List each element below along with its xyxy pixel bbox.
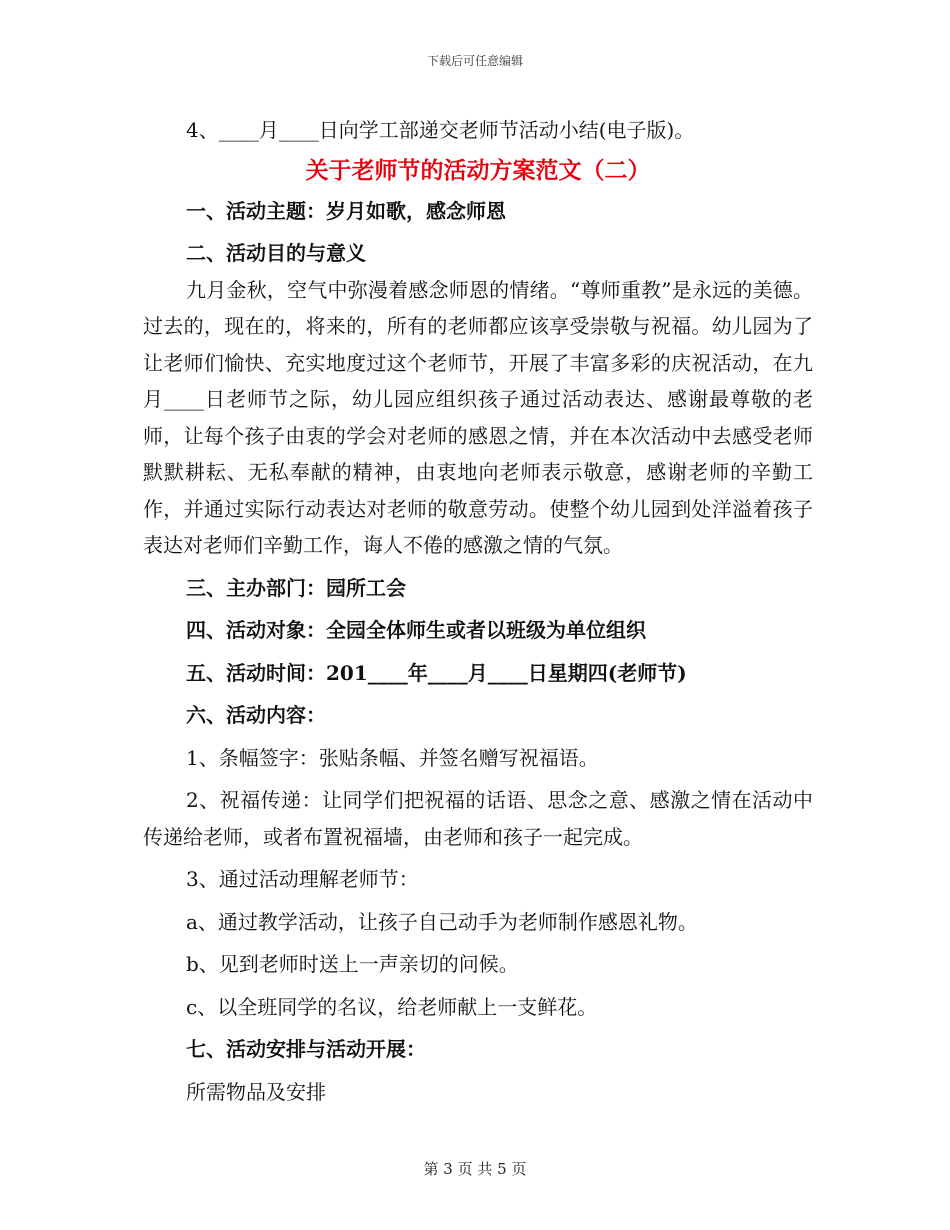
section-heading-2: 二、活动目的与意义 — [186, 241, 366, 265]
content-item-3c: c、以全班同学的名议，给老师献上一支鲜花。 — [186, 994, 598, 1019]
section-heading-1: 一、活动主题：岁月如歌，感念师恩 — [186, 198, 506, 223]
document-title: 关于老师节的活动方案范文（二） — [305, 156, 651, 184]
content-item-3a: a、通过教学活动，让孩子自己动手为老师制作感恩礼物。 — [186, 909, 698, 934]
page-footer: 第 3 页 共 5 页 — [423, 1160, 527, 1178]
section-7-text: 所需物品及安排 — [186, 1079, 326, 1104]
content-item-3b: b、见到老师时送上一声亲切的问候。 — [186, 952, 519, 976]
list-item-4: 4、____月____日向学工部递交老师节活动小结(电子版)。 — [186, 118, 695, 142]
section-heading-6: 六、活动内容： — [186, 703, 326, 727]
section-heading-4: 四、活动对象：全园全体师生或者以班级为单位组织 — [186, 618, 646, 642]
section-heading-7: 七、活动安排与活动开展： — [186, 1037, 426, 1061]
section-heading-5: 五、活动时间：201____年____月____日星期四(老师节) — [186, 660, 687, 685]
document-body — [143, 112, 813, 1110]
content-item-3: 3、通过活动理解老师节： — [186, 867, 419, 891]
section-heading-3: 三、主办部门：园所工会 — [186, 575, 406, 600]
section-2-paragraph: 九月金秋，空气中弥漫着感念师恩的情绪。“尊师重教”是永远的美德。过去的，现在的，将来的，所有的老师都应该享受崇敬与祝福。幼儿园为了让老师们愉快、充实地度过这个老师节，开展了丰富多彩的庆祝活动，在九月____日老师节之际，幼儿园应组织孩子通过活动表达、感谢最尊敬的老师，让每个孩子由衷的学会对老师的感恩之情，并在本次活动中去感受老师默默耕耘、无私奉献的精神，由衷地向老师表示敬意，感谢老师的辛勤工作，并通过实际行动表达对老师的敬意劳动。使整个幼儿园到处洋溢着孩子表达对老师们辛勤工作，诲人不倦的感激之情的气氛。 — [143, 277, 813, 557]
page-header: 下载后可任意编辑 — [426, 54, 523, 68]
content-item-2: 2、祝福传递：让同学们把祝福的话语、思念之意、感激之情在活动中传递给老师，或者布置祝福墙，由老师和孩子一起完成。 — [143, 788, 813, 849]
content-item-1: 1、条幅签字：张贴条幅、并签名赠写祝福语。 — [186, 745, 599, 770]
